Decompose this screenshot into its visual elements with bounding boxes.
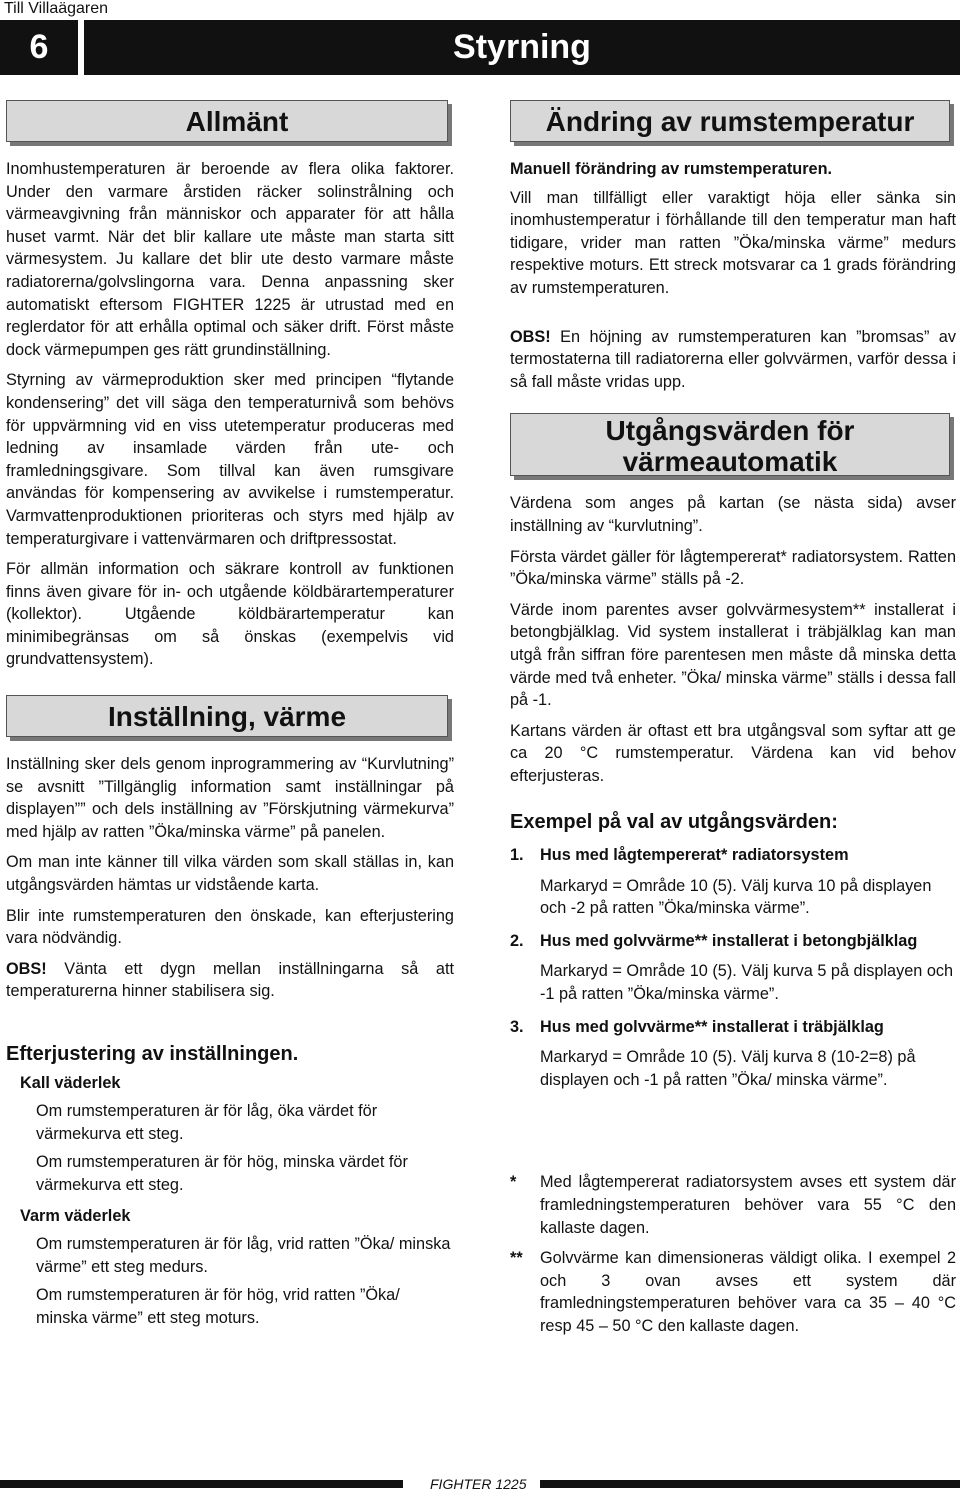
example-number: 1. <box>510 846 524 865</box>
paragraph: Styrning av värmeproduktion sker med principen “flytande kondensering” det vill säga den temperaturnivå som behövs för uppvärmning vid en viss utetemperatur produceras med ledning av insamlade värden från ute- och framledningsgivare. Som tillval kan även rumsgivare användas för kompensering av avvikelse i rumstemperatur. Varmvattenproduktionen prioriteras och styrs med hjälp av temperaturgivare i vattenvärmaren och driftpressostat. <box>6 371 454 548</box>
section-heading-andring: Ändring av rumstemperatur <box>510 100 950 142</box>
paragraph: Vill man tillfälligt eller varaktigt höja eller sänka sin inomhustemperatur i förhållande till den temperatur man haft tidigare, vrider man ratten ”Öka/minska värme” medurs respektive moturs. Ett streck motsvarar ca 1 grads förändring av rumstemperaturen. <box>510 188 956 297</box>
example-text: Markaryd = Område 10 (5). Välj kurva 8 (10-2=8) på displayen och -1 på ratten ”Öka/ minska värme”. <box>540 1048 916 1089</box>
obs-text: En höjning av rumstemperaturen kan ”bromsas” av termostaterna till radiatorerna eller golvvärmen, varför dessa i så fall måste vridas upp. <box>510 327 956 391</box>
obs-note <box>510 326 956 394</box>
example-title: Hus med lågtempererat* radiatorsystem <box>540 846 849 865</box>
example-number: 2. <box>510 931 524 950</box>
cold-weather-label: Kall väderlek <box>20 1073 121 1092</box>
warm-weather-item: Om rumstemperaturen är för hög, vrid ratten ”Öka/ minska värme” ett steg moturs. <box>36 1286 400 1327</box>
exempel-heading: Exempel på val av utgångsvärden: <box>510 811 838 834</box>
footer-bar <box>540 1480 960 1488</box>
paragraph: För allmän information och säkrare kontroll av funktionen finns även givare för in- och utgående köldbärartemperaturer (kollektor). Utgående köldbärartemperatur kan minimibegränsas om så önskas (exempelvis vid grundvattensystem). <box>6 560 454 669</box>
footer-product-name: FIGHTER 1225 <box>430 1476 527 1492</box>
heading-line: värmeautomatik <box>622 446 838 478</box>
document-running-head: Till Villaägaren <box>4 0 109 17</box>
footnote-text: Golvvärme kan dimensioneras väldigt olika. I exempel 2 och 3 ovan avses ett system där framledningstemperaturen behöver vara ca 35 – 40 °C resp 45 – 50 °C den kallaste dagen. <box>540 1249 956 1335</box>
footnote <box>510 1247 956 1337</box>
cold-weather-item: Om rumstemperaturen är för låg, öka värdet för värmekurva ett steg. <box>36 1102 378 1143</box>
paragraph: Blir inte rumstemperaturen den önskade, kan efterjustering vara nödvändig. <box>6 906 454 948</box>
cold-weather-item: Om rumstemperaturen är för hög, minska värdet för värmekurva ett steg. <box>36 1153 408 1194</box>
obs-label: OBS! <box>510 327 551 346</box>
warm-weather-label: Varm väderlek <box>20 1206 131 1225</box>
warm-weather-item: Om rumstemperaturen är för låg, vrid ratten ”Öka/ minska värme” ett steg medurs. <box>36 1235 451 1276</box>
paragraph: Inställning sker dels genom inprogrammering av “Kurvlutning” se avsnitt ”Tillgänglig information samt inställningar på displayen”” och dels inställning av ”Förskjutning värmekurva” med hjälp av ratten ”Öka/minska värme” på panelen. <box>6 755 454 841</box>
example-item <box>510 1016 956 1092</box>
example-number: 3. <box>510 1017 524 1036</box>
footnote-text: Med lågtempererat radiatorsystem avses ett system där framledningstemperaturen behöver vara 55 °C den kallaste dagen. <box>540 1173 956 1237</box>
heading-line: Utgångsvärden för <box>605 415 855 447</box>
obs-label: OBS! <box>6 959 47 978</box>
obs-note <box>6 958 454 1003</box>
paragraph: Värde inom parentes avser golvvärmesystem** installerat i betongbjälklag. Vid system installerat i träbjälklag kan man utgå från siffran före parentesen men måste då minska detta värde med två enheter. ”Öka/ minska värme” ställs i dessa fall på -1. <box>510 600 956 710</box>
paragraph: Värdena som anges på kartan (se nästa sida) avser inställning av “kurvlutning”. <box>510 494 956 535</box>
paragraph: Inomhustemperaturen är beroende av flera olika faktorer. Under den varmare årstiden räcker solinstrålning och värmeavgivning från människor och apparater för att hålla huset varmt. När det blir kallare ute måste man starta sitt värmesystem. Ju kallare det blir ute desto varmare måste radiatorerna/golvslingorna vara. Denna anpassning sker automatiskt eftersom FIGHTER 1225 är utrustad med en reglerdator för att erhålla optimal och säker drift. Först måste dock värmepumpen ges rätt grundinställning. <box>6 160 454 359</box>
example-text: Markaryd = Område 10 (5). Välj kurva 5 på displayen och -1 på ratten ”Öka/minska värme”. <box>540 962 954 1004</box>
footer-bar <box>0 1480 403 1488</box>
page-number: 6 <box>29 28 49 66</box>
example-title: Hus med golvvärme** installerat i träbjälklag <box>540 1017 884 1036</box>
right-column <box>510 100 956 1338</box>
paragraph: Första värdet gäller för lågtempererat* radiatorsystem. Ratten ”Öka/minska värme” ställs på -2. <box>510 547 956 589</box>
example-text: Markaryd = Område 10 (5). Välj kurva 10 på displayen och -2 på ratten ”Öka/minska värme”. <box>540 876 932 918</box>
section-heading-utgangsvarden <box>510 413 950 476</box>
footnote-mark: * <box>510 1173 517 1192</box>
obs-text: Vänta ett dygn mellan inställningarna så att temperaturerna hinner stabilisera sig. <box>6 959 454 1001</box>
example-item <box>510 844 956 920</box>
section-heading-installning: Inställning, värme <box>6 695 448 737</box>
efterjustering-heading: Efterjustering av inställningen. <box>6 1043 299 1065</box>
left-column <box>6 100 454 1330</box>
example-title: Hus med golvvärme** installerat i betongbjälklag <box>540 931 918 950</box>
footnote <box>510 1171 956 1239</box>
section-heading-allmant: Allmänt <box>6 100 448 142</box>
example-item <box>510 930 956 1006</box>
subheading: Manuell förändring av rumstemperaturen. <box>510 160 833 178</box>
paragraph: Kartans värden är oftast ett bra utgångsval som syftar att ge ca 20 °C rumstemperatur. Värdena kan vid behov efterjusteras. <box>510 721 956 785</box>
footnote-mark: ** <box>510 1249 523 1268</box>
paragraph: Om man inte känner till vilka värden som skall ställas in, kan utgångsvärden hämtas ur vidstående karta. <box>6 853 454 895</box>
page-title: Styrning <box>453 28 591 66</box>
